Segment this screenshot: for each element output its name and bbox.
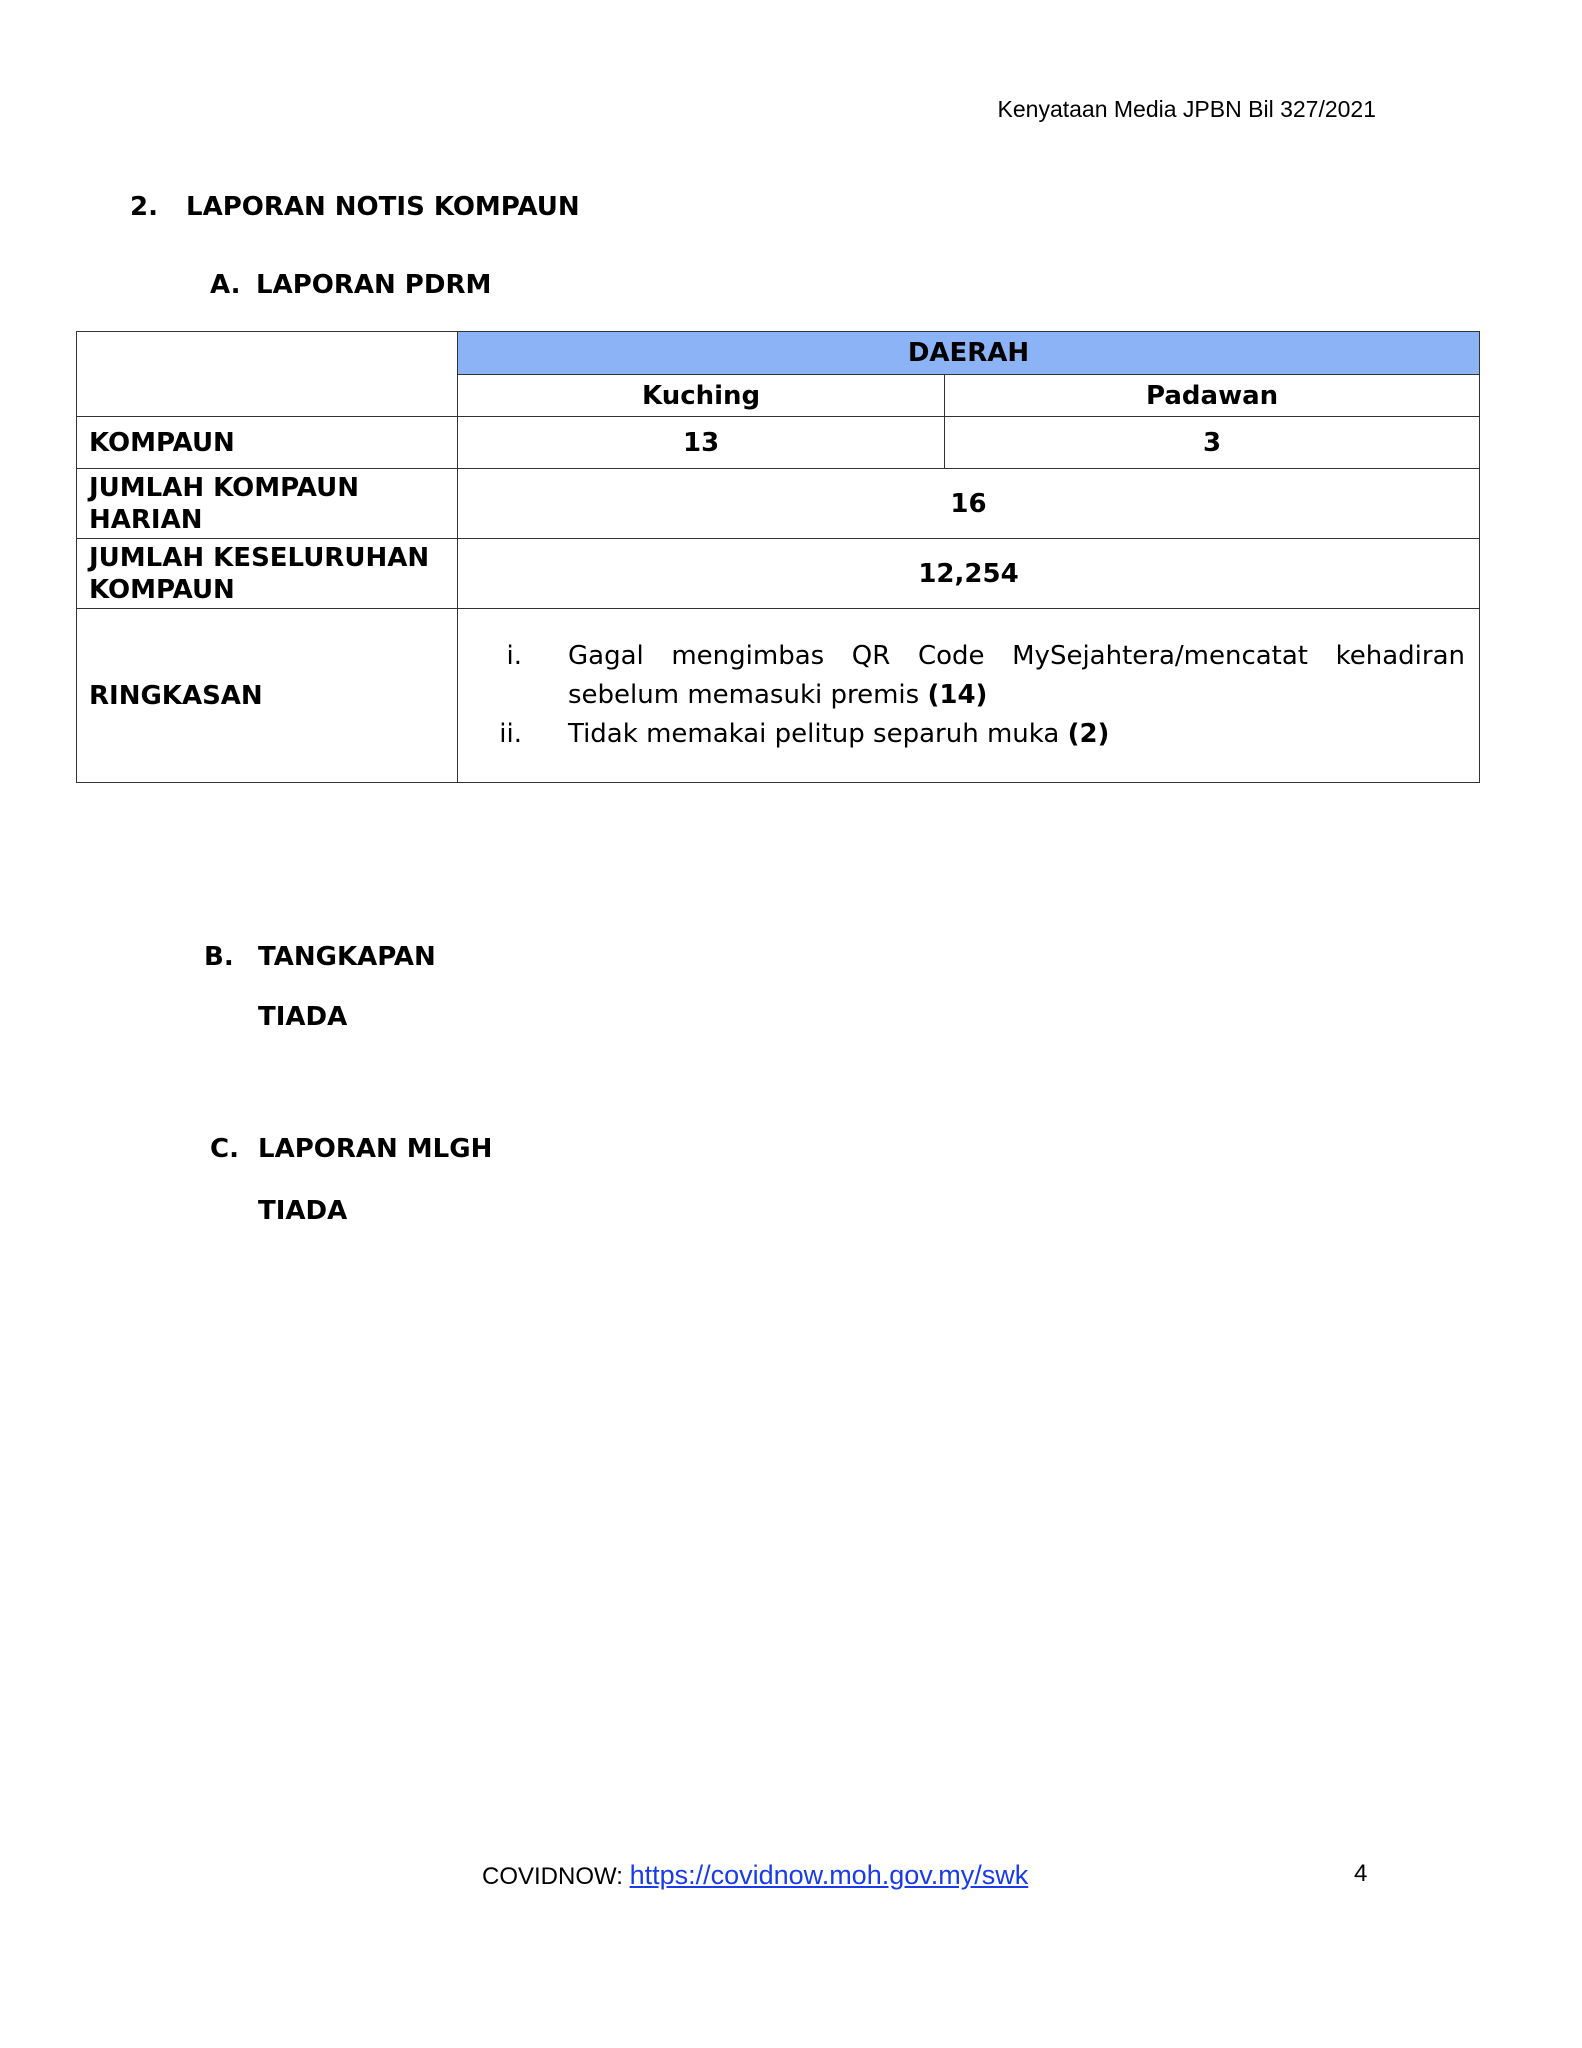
kompaun-padawan: 3 <box>945 417 1480 469</box>
section-b-number: B. <box>204 942 234 972</box>
section-a-number: A. <box>210 270 241 300</box>
section-c-heading <box>210 1134 492 1164</box>
list-item <box>470 715 1465 754</box>
daerah-header: DAERAH <box>458 332 1480 375</box>
section-2-heading <box>130 192 580 222</box>
list-item-number: ii. <box>499 719 522 749</box>
jumlah-keseluruhan-label-line1: JUMLAH KESELURUHAN <box>89 542 430 573</box>
section-c-title: LAPORAN MLGH <box>258 1134 493 1164</box>
pdrm-table <box>76 331 1480 783</box>
section-c-number: C. <box>210 1134 239 1164</box>
list-item-count: (14) <box>927 680 988 710</box>
list-item-text: Tidak memakai pelitup separuh muka <box>568 719 1060 749</box>
section-b-value: TIADA <box>258 1002 348 1032</box>
jumlah-keseluruhan-label <box>77 539 458 609</box>
list-item <box>470 637 1465 715</box>
table-corner-cell <box>77 332 458 417</box>
jumlah-harian-label-line1: JUMLAH KOMPAUN <box>89 472 359 503</box>
district-kuching: Kuching <box>458 375 945 417</box>
footer <box>482 1860 1028 1891</box>
section-b-heading <box>204 942 436 972</box>
section-2-title: LAPORAN NOTIS KOMPAUN <box>186 192 580 222</box>
jumlah-harian-label-line2: HARIAN <box>89 504 203 535</box>
section-2-number: 2. <box>130 192 158 222</box>
kompaun-label: KOMPAUN <box>77 417 458 469</box>
section-b-title: TANGKAPAN <box>258 942 436 972</box>
list-item-text: Gagal mengimbas QR Code MySejahtera/mencatat kehadiran sebelum memasuki premis <box>568 641 1465 710</box>
page-number: 4 <box>1354 1860 1368 1887</box>
ringkasan-label: RINGKASAN <box>77 609 458 783</box>
covidnow-link[interactable]: https://covidnow.moh.gov.my/swk <box>629 1860 1029 1890</box>
kompaun-kuching: 13 <box>458 417 945 469</box>
jumlah-keseluruhan-value: 12,254 <box>458 539 1480 609</box>
jumlah-keseluruhan-label-line2: KOMPAUN <box>89 574 235 605</box>
district-padawan: Padawan <box>945 375 1480 417</box>
section-a-title: LAPORAN PDRM <box>256 270 492 300</box>
footer-prefix: COVIDNOW: <box>482 1863 623 1890</box>
ringkasan-content <box>458 609 1480 783</box>
section-c-value: TIADA <box>258 1196 348 1226</box>
jumlah-harian-value: 16 <box>458 469 1480 539</box>
section-a-heading <box>210 270 491 300</box>
list-item-number: i. <box>506 641 522 671</box>
jumlah-harian-label <box>77 469 458 539</box>
ringkasan-list <box>470 623 1467 768</box>
list-item-count: (2) <box>1067 719 1110 749</box>
document-reference: Kenyataan Media JPBN Bil 327/2021 <box>997 96 1376 122</box>
